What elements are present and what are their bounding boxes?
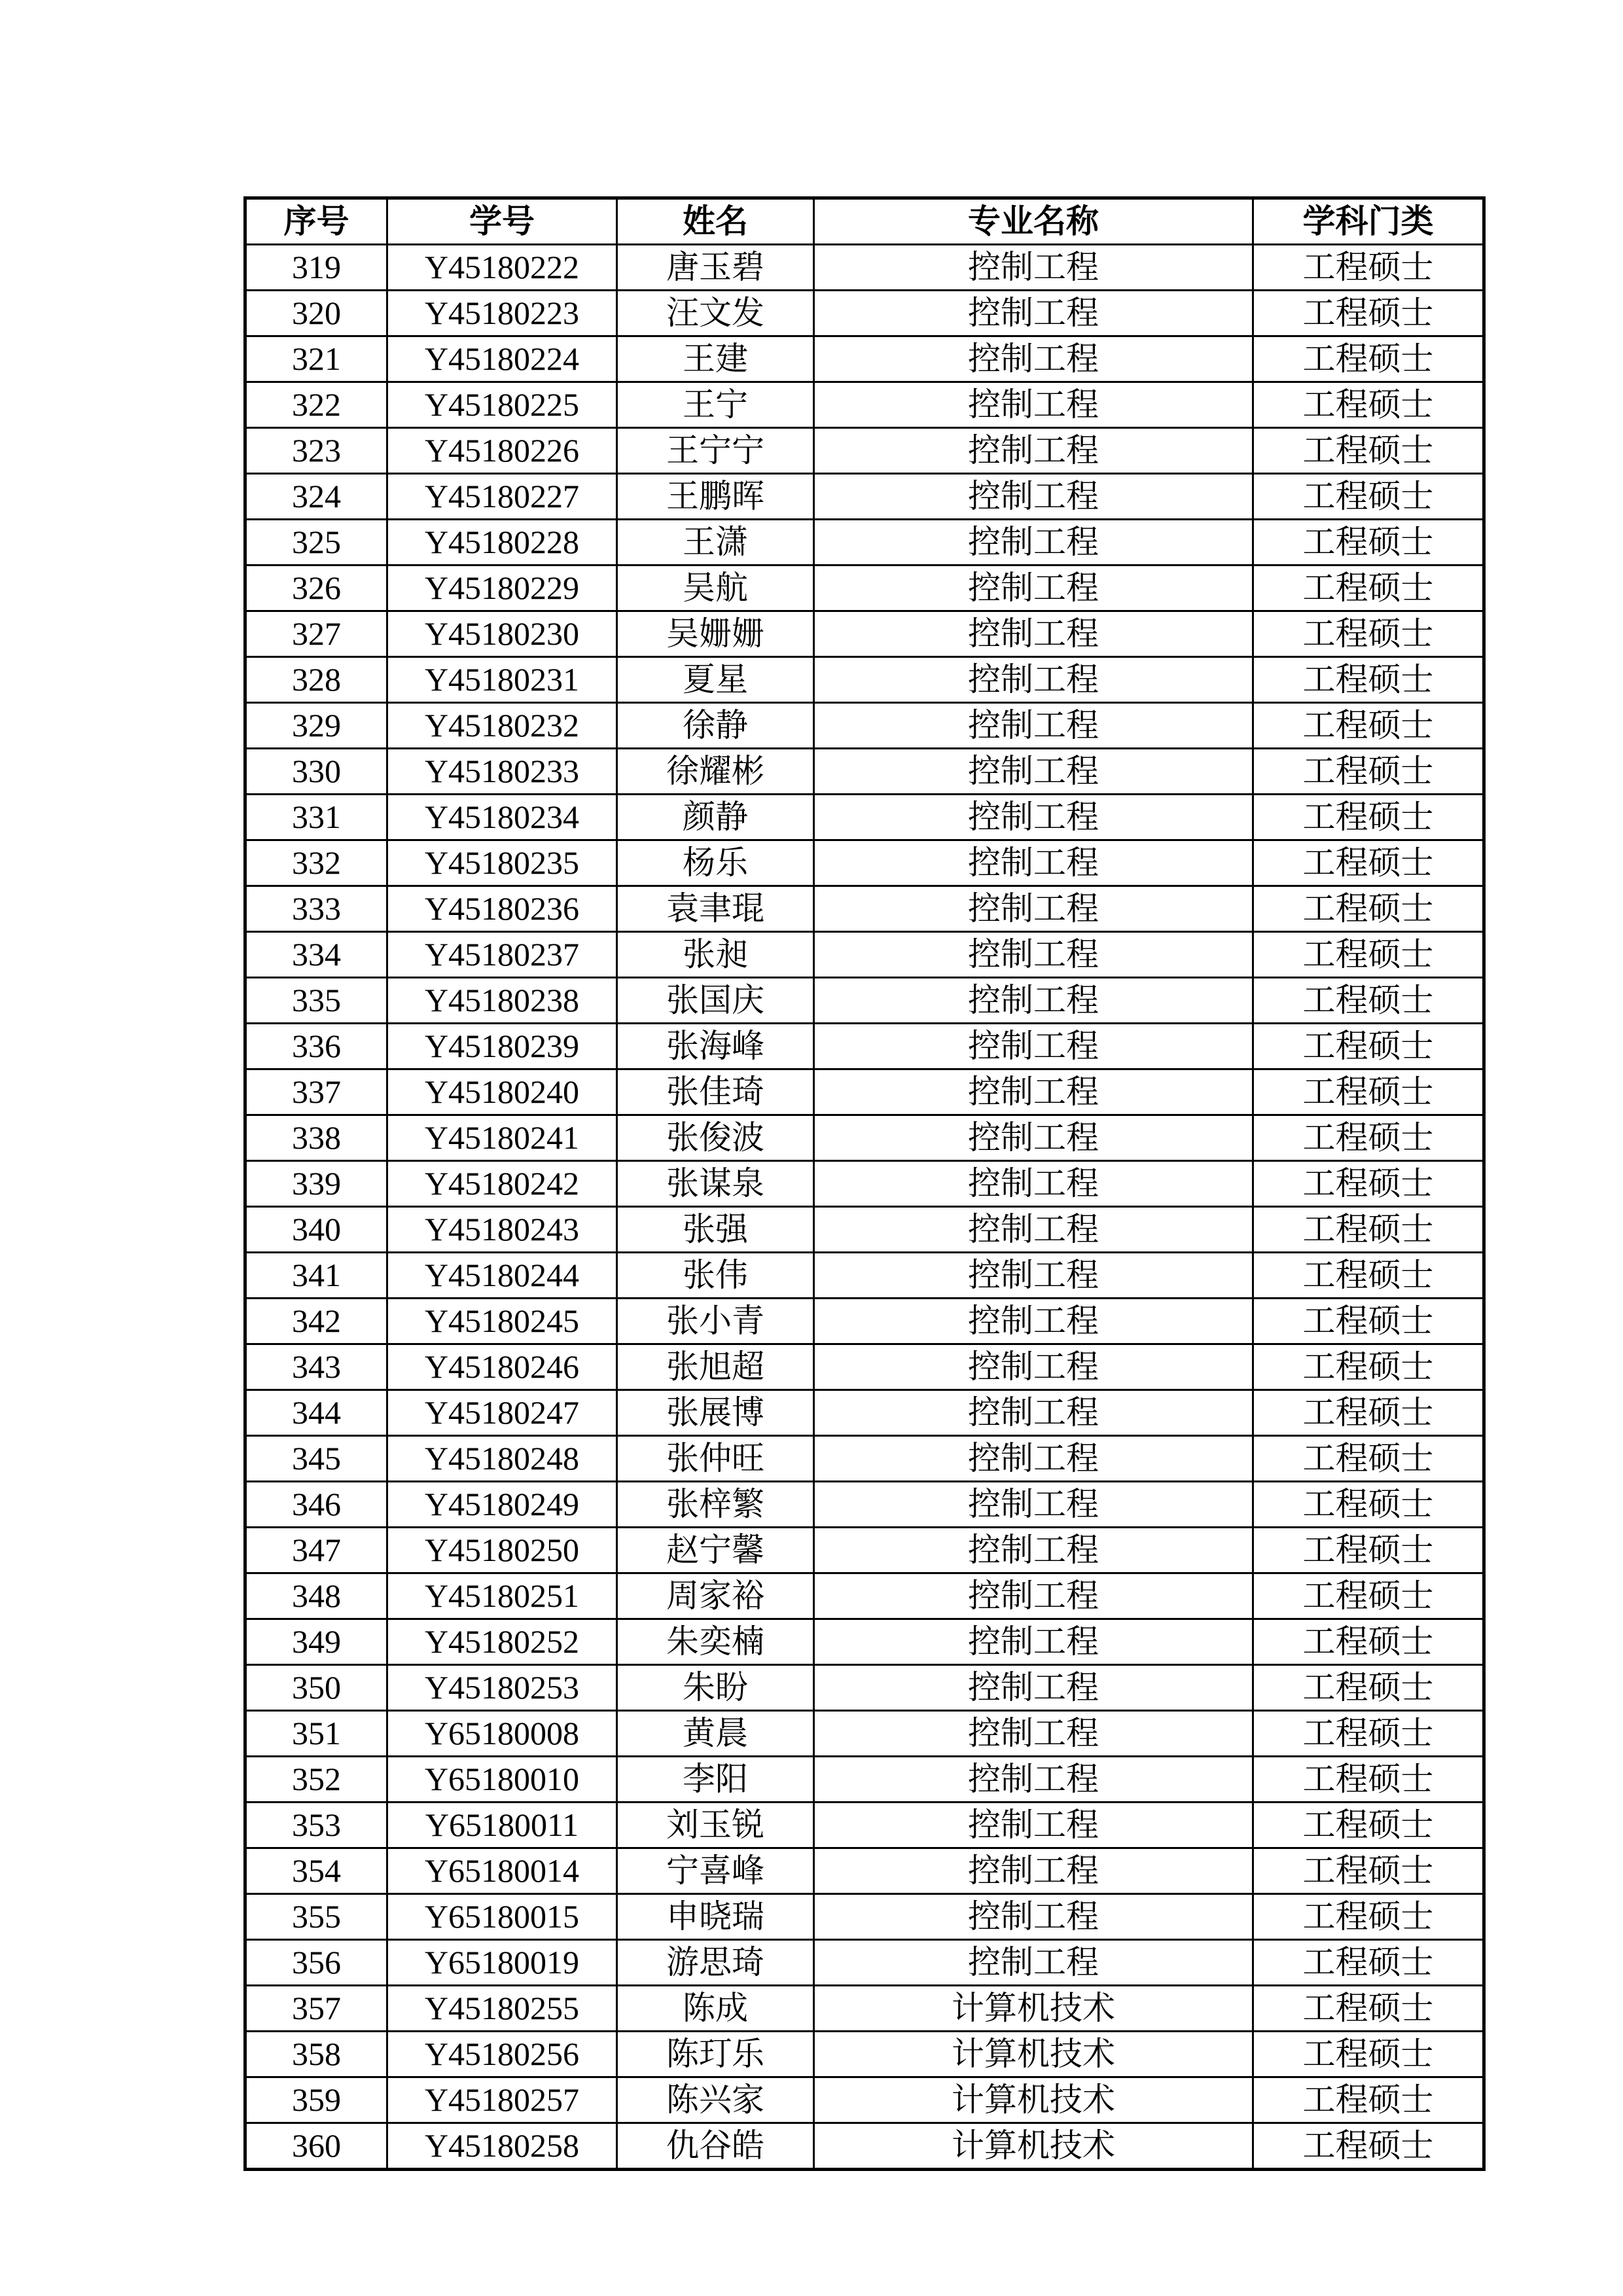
cell-student-id: Y65180008: [387, 1711, 617, 1757]
cell-discipline: 工程硕士: [1253, 749, 1484, 795]
table-row: [245, 1757, 1484, 1803]
cell-discipline: 工程硕士: [1253, 1024, 1484, 1069]
cell-student-id: Y45180235: [387, 840, 617, 886]
cell-major: 控制工程: [814, 1940, 1253, 1986]
header-row: [245, 198, 1484, 245]
cell-name: 张强: [617, 1207, 814, 1253]
cell-student-id: Y45180243: [387, 1207, 617, 1253]
cell-student-id: Y45180245: [387, 1299, 617, 1344]
cell-discipline: 工程硕士: [1253, 840, 1484, 886]
student-roster-table: [243, 196, 1486, 2171]
cell-major: 控制工程: [814, 978, 1253, 1024]
cell-discipline: 工程硕士: [1253, 474, 1484, 520]
cell-name: 王宁宁: [617, 428, 814, 474]
table-row: [245, 245, 1484, 291]
cell-serial: 358: [245, 2032, 387, 2077]
cell-student-id: Y45180251: [387, 1573, 617, 1619]
cell-name: 汪文发: [617, 291, 814, 336]
cell-serial: 325: [245, 520, 387, 565]
cell-major: 控制工程: [814, 336, 1253, 382]
cell-major: 控制工程: [814, 565, 1253, 611]
cell-major: 控制工程: [814, 1665, 1253, 1711]
cell-major: 控制工程: [814, 1069, 1253, 1115]
cell-student-id: Y45180230: [387, 611, 617, 657]
cell-student-id: Y45180250: [387, 1528, 617, 1573]
cell-serial: 350: [245, 1665, 387, 1711]
table-row: [245, 657, 1484, 703]
cell-name: 张谋泉: [617, 1161, 814, 1207]
cell-major: 控制工程: [814, 1711, 1253, 1757]
table-row: [245, 795, 1484, 840]
header-cell-name: 姓名: [617, 198, 814, 245]
cell-discipline: 工程硕士: [1253, 1069, 1484, 1115]
cell-discipline: 工程硕士: [1253, 1803, 1484, 1848]
cell-major: 控制工程: [814, 932, 1253, 978]
cell-name: 赵宁馨: [617, 1528, 814, 1573]
cell-serial: 340: [245, 1207, 387, 1253]
cell-discipline: 工程硕士: [1253, 245, 1484, 291]
cell-major: 控制工程: [814, 1573, 1253, 1619]
cell-major: 控制工程: [814, 1619, 1253, 1665]
cell-discipline: 工程硕士: [1253, 1848, 1484, 1894]
cell-name: 游思琦: [617, 1940, 814, 1986]
cell-serial: 343: [245, 1344, 387, 1390]
cell-name: 唐玉碧: [617, 245, 814, 291]
cell-major: 控制工程: [814, 1482, 1253, 1528]
cell-name: 张小青: [617, 1299, 814, 1344]
table-row: [245, 1207, 1484, 1253]
cell-major: 控制工程: [814, 657, 1253, 703]
cell-student-id: Y45180234: [387, 795, 617, 840]
cell-name: 张仲旺: [617, 1436, 814, 1482]
cell-name: 徐静: [617, 703, 814, 749]
table-row: [245, 1390, 1484, 1436]
cell-major: 计算机技术: [814, 2123, 1253, 2170]
cell-discipline: 工程硕士: [1253, 1344, 1484, 1390]
cell-student-id: Y45180224: [387, 336, 617, 382]
cell-name: 张海峰: [617, 1024, 814, 1069]
cell-serial: 360: [245, 2123, 387, 2170]
cell-serial: 330: [245, 749, 387, 795]
cell-name: 陈玎乐: [617, 2032, 814, 2077]
cell-name: 黄晨: [617, 1711, 814, 1757]
table-row: [245, 474, 1484, 520]
table-row: [245, 1299, 1484, 1344]
cell-student-id: Y45180257: [387, 2077, 617, 2123]
cell-discipline: 工程硕士: [1253, 611, 1484, 657]
cell-student-id: Y45180237: [387, 932, 617, 978]
cell-serial: 331: [245, 795, 387, 840]
cell-name: 王潇: [617, 520, 814, 565]
cell-name: 王建: [617, 336, 814, 382]
cell-name: 张伟: [617, 1253, 814, 1299]
cell-name: 刘玉锐: [617, 1803, 814, 1848]
cell-name: 徐耀彬: [617, 749, 814, 795]
cell-serial: 346: [245, 1482, 387, 1528]
table-row: [245, 2032, 1484, 2077]
cell-discipline: 工程硕士: [1253, 1161, 1484, 1207]
cell-discipline: 工程硕士: [1253, 291, 1484, 336]
table-row: [245, 978, 1484, 1024]
cell-discipline: 工程硕士: [1253, 1619, 1484, 1665]
cell-name: 朱奕楠: [617, 1619, 814, 1665]
table-row: [245, 1940, 1484, 1986]
table-row: [245, 291, 1484, 336]
cell-major: 控制工程: [814, 245, 1253, 291]
cell-name: 杨乐: [617, 840, 814, 886]
cell-serial: 356: [245, 1940, 387, 1986]
cell-discipline: 工程硕士: [1253, 795, 1484, 840]
table-row: [245, 1436, 1484, 1482]
cell-serial: 352: [245, 1757, 387, 1803]
cell-name: 张俊波: [617, 1115, 814, 1161]
table-row: [245, 428, 1484, 474]
cell-major: 控制工程: [814, 1848, 1253, 1894]
cell-major: 控制工程: [814, 1161, 1253, 1207]
table-body: [245, 245, 1484, 2170]
table-row: [245, 1619, 1484, 1665]
cell-serial: 323: [245, 428, 387, 474]
table-row: [245, 932, 1484, 978]
table-row: [245, 1069, 1484, 1115]
table-row: [245, 2077, 1484, 2123]
cell-major: 控制工程: [814, 1344, 1253, 1390]
cell-major: 控制工程: [814, 1207, 1253, 1253]
cell-student-id: Y65180019: [387, 1940, 617, 1986]
cell-serial: 345: [245, 1436, 387, 1482]
cell-major: 控制工程: [814, 840, 1253, 886]
cell-name: 袁聿琨: [617, 886, 814, 932]
cell-discipline: 工程硕士: [1253, 1253, 1484, 1299]
cell-serial: 359: [245, 2077, 387, 2123]
cell-student-id: Y65180011: [387, 1803, 617, 1848]
cell-name: 张旭超: [617, 1344, 814, 1390]
table-row: [245, 611, 1484, 657]
cell-major: 控制工程: [814, 1528, 1253, 1573]
table-row: [245, 1115, 1484, 1161]
cell-discipline: 工程硕士: [1253, 1207, 1484, 1253]
cell-major: 控制工程: [814, 428, 1253, 474]
cell-discipline: 工程硕士: [1253, 1757, 1484, 1803]
cell-name: 朱盼: [617, 1665, 814, 1711]
cell-major: 控制工程: [814, 795, 1253, 840]
cell-discipline: 工程硕士: [1253, 565, 1484, 611]
cell-serial: 344: [245, 1390, 387, 1436]
cell-student-id: Y45180240: [387, 1069, 617, 1115]
cell-discipline: 工程硕士: [1253, 657, 1484, 703]
cell-student-id: Y45180252: [387, 1619, 617, 1665]
cell-name: 张展博: [617, 1390, 814, 1436]
cell-discipline: 工程硕士: [1253, 2077, 1484, 2123]
cell-student-id: Y45180228: [387, 520, 617, 565]
cell-discipline: 工程硕士: [1253, 1436, 1484, 1482]
cell-discipline: 工程硕士: [1253, 1894, 1484, 1940]
cell-name: 颜静: [617, 795, 814, 840]
cell-student-id: Y65180010: [387, 1757, 617, 1803]
cell-discipline: 工程硕士: [1253, 1482, 1484, 1528]
cell-serial: 321: [245, 336, 387, 382]
cell-name: 申晓瑞: [617, 1894, 814, 1940]
cell-name: 李阳: [617, 1757, 814, 1803]
table-row: [245, 2123, 1484, 2170]
cell-discipline: 工程硕士: [1253, 2123, 1484, 2170]
cell-name: 周家裕: [617, 1573, 814, 1619]
cell-discipline: 工程硕士: [1253, 1665, 1484, 1711]
table-row: [245, 1528, 1484, 1573]
cell-serial: 348: [245, 1573, 387, 1619]
cell-student-id: Y45180222: [387, 245, 617, 291]
cell-student-id: Y45180226: [387, 428, 617, 474]
cell-discipline: 工程硕士: [1253, 703, 1484, 749]
header-cell-major: 专业名称: [814, 198, 1253, 245]
cell-serial: 324: [245, 474, 387, 520]
cell-serial: 349: [245, 1619, 387, 1665]
cell-serial: 319: [245, 245, 387, 291]
cell-serial: 334: [245, 932, 387, 978]
cell-discipline: 工程硕士: [1253, 336, 1484, 382]
cell-serial: 353: [245, 1803, 387, 1848]
cell-name: 张佳琦: [617, 1069, 814, 1115]
cell-discipline: 工程硕士: [1253, 520, 1484, 565]
header-cell-serial: 序号: [245, 198, 387, 245]
cell-major: 控制工程: [814, 1024, 1253, 1069]
cell-major: 控制工程: [814, 1390, 1253, 1436]
cell-major: 计算机技术: [814, 2077, 1253, 2123]
cell-serial: 327: [245, 611, 387, 657]
table-row: [245, 336, 1484, 382]
cell-serial: 332: [245, 840, 387, 886]
cell-serial: 326: [245, 565, 387, 611]
cell-major: 控制工程: [814, 1115, 1253, 1161]
cell-student-id: Y45180247: [387, 1390, 617, 1436]
table-row: [245, 1482, 1484, 1528]
cell-major: 控制工程: [814, 474, 1253, 520]
cell-major: 控制工程: [814, 749, 1253, 795]
cell-discipline: 工程硕士: [1253, 886, 1484, 932]
cell-major: 控制工程: [814, 520, 1253, 565]
cell-serial: 342: [245, 1299, 387, 1344]
cell-serial: 322: [245, 382, 387, 428]
cell-major: 控制工程: [814, 611, 1253, 657]
cell-name: 仇谷皓: [617, 2123, 814, 2170]
cell-serial: 337: [245, 1069, 387, 1115]
table-row: [245, 382, 1484, 428]
cell-major: 计算机技术: [814, 1986, 1253, 2032]
cell-student-id: Y45180232: [387, 703, 617, 749]
table-row: [245, 1573, 1484, 1619]
cell-major: 控制工程: [814, 1253, 1253, 1299]
table-row: [245, 749, 1484, 795]
cell-student-id: Y45180242: [387, 1161, 617, 1207]
table-row: [245, 1894, 1484, 1940]
cell-discipline: 工程硕士: [1253, 1115, 1484, 1161]
header-cell-student-id: 学号: [387, 198, 617, 245]
cell-discipline: 工程硕士: [1253, 978, 1484, 1024]
cell-student-id: Y45180246: [387, 1344, 617, 1390]
cell-student-id: Y65180015: [387, 1894, 617, 1940]
cell-serial: 347: [245, 1528, 387, 1573]
cell-serial: 355: [245, 1894, 387, 1940]
cell-student-id: Y45180225: [387, 382, 617, 428]
table-row: [245, 1803, 1484, 1848]
cell-discipline: 工程硕士: [1253, 1940, 1484, 1986]
cell-serial: 351: [245, 1711, 387, 1757]
cell-major: 控制工程: [814, 1894, 1253, 1940]
cell-major: 控制工程: [814, 703, 1253, 749]
cell-major: 计算机技术: [814, 2032, 1253, 2077]
cell-name: 吴航: [617, 565, 814, 611]
cell-name: 夏星: [617, 657, 814, 703]
cell-name: 吴姗姗: [617, 611, 814, 657]
cell-serial: 339: [245, 1161, 387, 1207]
cell-major: 控制工程: [814, 886, 1253, 932]
cell-name: 王宁: [617, 382, 814, 428]
cell-serial: 329: [245, 703, 387, 749]
cell-student-id: Y45180255: [387, 1986, 617, 2032]
cell-serial: 338: [245, 1115, 387, 1161]
table-row: [245, 1253, 1484, 1299]
table-row: [245, 1024, 1484, 1069]
table-row: [245, 703, 1484, 749]
table-row: [245, 1344, 1484, 1390]
cell-student-id: Y45180227: [387, 474, 617, 520]
cell-student-id: Y45180233: [387, 749, 617, 795]
cell-student-id: Y45180258: [387, 2123, 617, 2170]
cell-name: 张昶: [617, 932, 814, 978]
cell-discipline: 工程硕士: [1253, 1986, 1484, 2032]
cell-student-id: Y45180231: [387, 657, 617, 703]
cell-serial: 336: [245, 1024, 387, 1069]
table-row: [245, 565, 1484, 611]
cell-student-id: Y45180239: [387, 1024, 617, 1069]
cell-student-id: Y45180236: [387, 886, 617, 932]
student-roster-table-container: [243, 196, 1482, 2171]
cell-student-id: Y45180244: [387, 1253, 617, 1299]
cell-major: 控制工程: [814, 1757, 1253, 1803]
cell-discipline: 工程硕士: [1253, 932, 1484, 978]
cell-major: 控制工程: [814, 291, 1253, 336]
cell-discipline: 工程硕士: [1253, 382, 1484, 428]
cell-student-id: Y65180014: [387, 1848, 617, 1894]
cell-name: 宁喜峰: [617, 1848, 814, 1894]
cell-discipline: 工程硕士: [1253, 1711, 1484, 1757]
table-row: [245, 1665, 1484, 1711]
cell-student-id: Y45180256: [387, 2032, 617, 2077]
cell-student-id: Y45180229: [387, 565, 617, 611]
cell-name: 张国庆: [617, 978, 814, 1024]
cell-serial: 333: [245, 886, 387, 932]
table-row: [245, 886, 1484, 932]
cell-serial: 354: [245, 1848, 387, 1894]
cell-serial: 335: [245, 978, 387, 1024]
cell-serial: 341: [245, 1253, 387, 1299]
cell-student-id: Y45180241: [387, 1115, 617, 1161]
cell-name: 王鹏晖: [617, 474, 814, 520]
cell-serial: 357: [245, 1986, 387, 2032]
cell-student-id: Y45180248: [387, 1436, 617, 1482]
cell-discipline: 工程硕士: [1253, 1573, 1484, 1619]
cell-name: 陈成: [617, 1986, 814, 2032]
cell-name: 陈兴家: [617, 2077, 814, 2123]
cell-discipline: 工程硕士: [1253, 2032, 1484, 2077]
cell-name: 张梓繁: [617, 1482, 814, 1528]
cell-major: 控制工程: [814, 1436, 1253, 1482]
table-row: [245, 520, 1484, 565]
cell-discipline: 工程硕士: [1253, 1390, 1484, 1436]
cell-discipline: 工程硕士: [1253, 428, 1484, 474]
cell-major: 控制工程: [814, 1299, 1253, 1344]
header-cell-discipline: 学科门类: [1253, 198, 1484, 245]
table-row: [245, 1161, 1484, 1207]
cell-student-id: Y45180238: [387, 978, 617, 1024]
table-row: [245, 840, 1484, 886]
cell-serial: 320: [245, 291, 387, 336]
table-row: [245, 1711, 1484, 1757]
cell-student-id: Y45180253: [387, 1665, 617, 1711]
cell-serial: 328: [245, 657, 387, 703]
cell-major: 控制工程: [814, 1803, 1253, 1848]
cell-student-id: Y45180249: [387, 1482, 617, 1528]
table-row: [245, 1848, 1484, 1894]
cell-discipline: 工程硕士: [1253, 1528, 1484, 1573]
cell-student-id: Y45180223: [387, 291, 617, 336]
cell-major: 控制工程: [814, 382, 1253, 428]
table-row: [245, 1986, 1484, 2032]
cell-discipline: 工程硕士: [1253, 1299, 1484, 1344]
